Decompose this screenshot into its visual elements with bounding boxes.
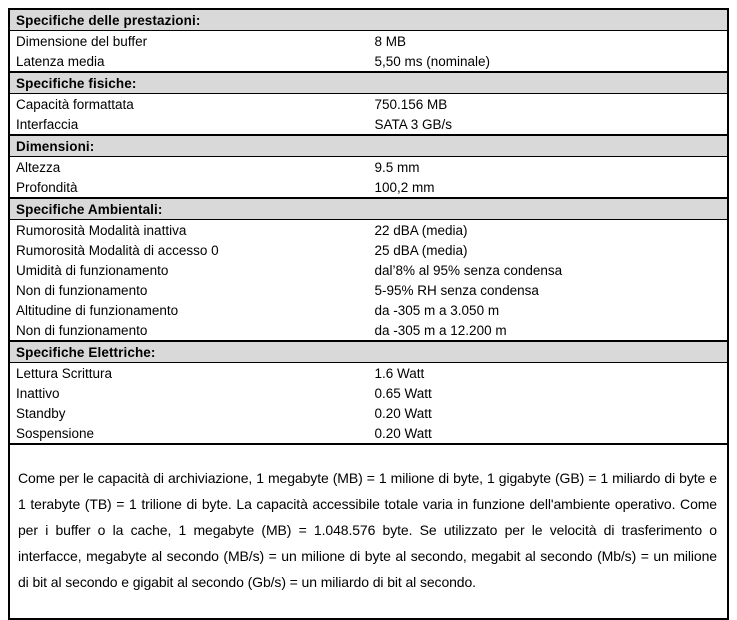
spec-label: Lettura Scrittura — [16, 365, 113, 381]
section-header-row — [9, 9, 728, 31]
spec-label: Interfaccia — [16, 116, 79, 132]
footnote-text: Come per le capacità di archiviazione, 1 megabyte (MB) = 1 milione di byte, 1 gigabyte (GB) = 1 miliardo di byte e 1 terabyte (TB) = 1 trilione di byte. La capacità accessibile totale varia in funzione dell'ambiente operativo. Come per i buffer o la cache, 1 megabyte (MB) = 1.048.576 byte. Se utilizzato per le velocità di trasferimento o interfacce, megabyte al secondo (MB/s) = un milione di byte al secondo, megabit al secondo (Mb/s) = un milione di bit al secondo e gigabit al secondo (Gb/s) = un miliardo di bit al secondo. — [9, 444, 728, 619]
table-row — [9, 220, 728, 241]
spec-value: 9.5 mm — [374, 159, 420, 175]
spec-label: Umidità di funzionamento — [16, 262, 169, 278]
spec-value: 25 dBA (media) — [374, 242, 468, 258]
spec-value: 5-95% RH senza condensa — [374, 282, 539, 298]
spec-label: Profondità — [16, 179, 78, 195]
section-header-row — [9, 72, 728, 94]
spec-label: Inattivo — [16, 385, 60, 401]
spec-label: Non di funzionamento — [16, 322, 148, 338]
spec-value: 0.20 Watt — [374, 425, 432, 441]
section-header: Specifiche Elettriche: — [9, 341, 728, 363]
spec-label: Standby — [16, 405, 66, 421]
spec-table — [8, 8, 729, 620]
spec-value: da -305 m a 3.050 m — [374, 302, 500, 318]
spec-label: Dimensione del buffer — [16, 33, 148, 49]
section-header: Specifiche delle prestazioni: — [9, 9, 728, 31]
spec-value: 5,50 ms (nominale) — [374, 53, 491, 69]
section-header: Dimensioni: — [9, 135, 728, 157]
spec-value: 8 MB — [374, 33, 407, 49]
spec-value: 1.6 Watt — [374, 365, 425, 381]
table-row — [9, 177, 728, 198]
spec-value: 100,2 mm — [374, 179, 435, 195]
table-row — [9, 383, 728, 403]
spec-value: 22 dBA (media) — [374, 222, 468, 238]
table-row — [9, 403, 728, 423]
section-header: Specifiche fisiche: — [9, 72, 728, 94]
spec-label: Latenza media — [16, 53, 105, 69]
table-row — [9, 320, 728, 341]
spec-label: Non di funzionamento — [16, 282, 148, 298]
section-header-row — [9, 341, 728, 363]
table-row — [9, 157, 728, 178]
spec-value: da -305 m a 12.200 m — [374, 322, 507, 338]
table-row — [9, 94, 728, 115]
spec-label: Sospensione — [16, 425, 95, 441]
footnote-row — [9, 444, 728, 619]
spec-value: SATA 3 GB/s — [374, 116, 453, 132]
spec-label: Rumorosità Modalità di accesso 0 — [16, 242, 219, 258]
spec-value: dal’8% al 95% senza condensa — [374, 262, 563, 278]
spec-label: Rumorosità Modalità inattiva — [16, 222, 187, 238]
table-row — [9, 363, 728, 384]
spec-value: 0.65 Watt — [374, 385, 432, 401]
table-row — [9, 240, 728, 260]
section-header-row — [9, 135, 728, 157]
spec-sheet — [8, 8, 729, 620]
table-row — [9, 300, 728, 320]
table-row — [9, 114, 728, 135]
section-header-row — [9, 198, 728, 220]
section-header: Specifiche Ambientali: — [9, 198, 728, 220]
spec-label: Altitudine di funzionamento — [16, 302, 179, 318]
table-row — [9, 280, 728, 300]
spec-value: 750.156 MB — [374, 96, 448, 112]
table-row — [9, 31, 728, 52]
spec-label: Capacità formattata — [16, 96, 134, 112]
spec-value: 0.20 Watt — [374, 405, 432, 421]
table-row — [9, 423, 728, 444]
table-row — [9, 51, 728, 72]
spec-label: Altezza — [16, 159, 61, 175]
table-row — [9, 260, 728, 280]
